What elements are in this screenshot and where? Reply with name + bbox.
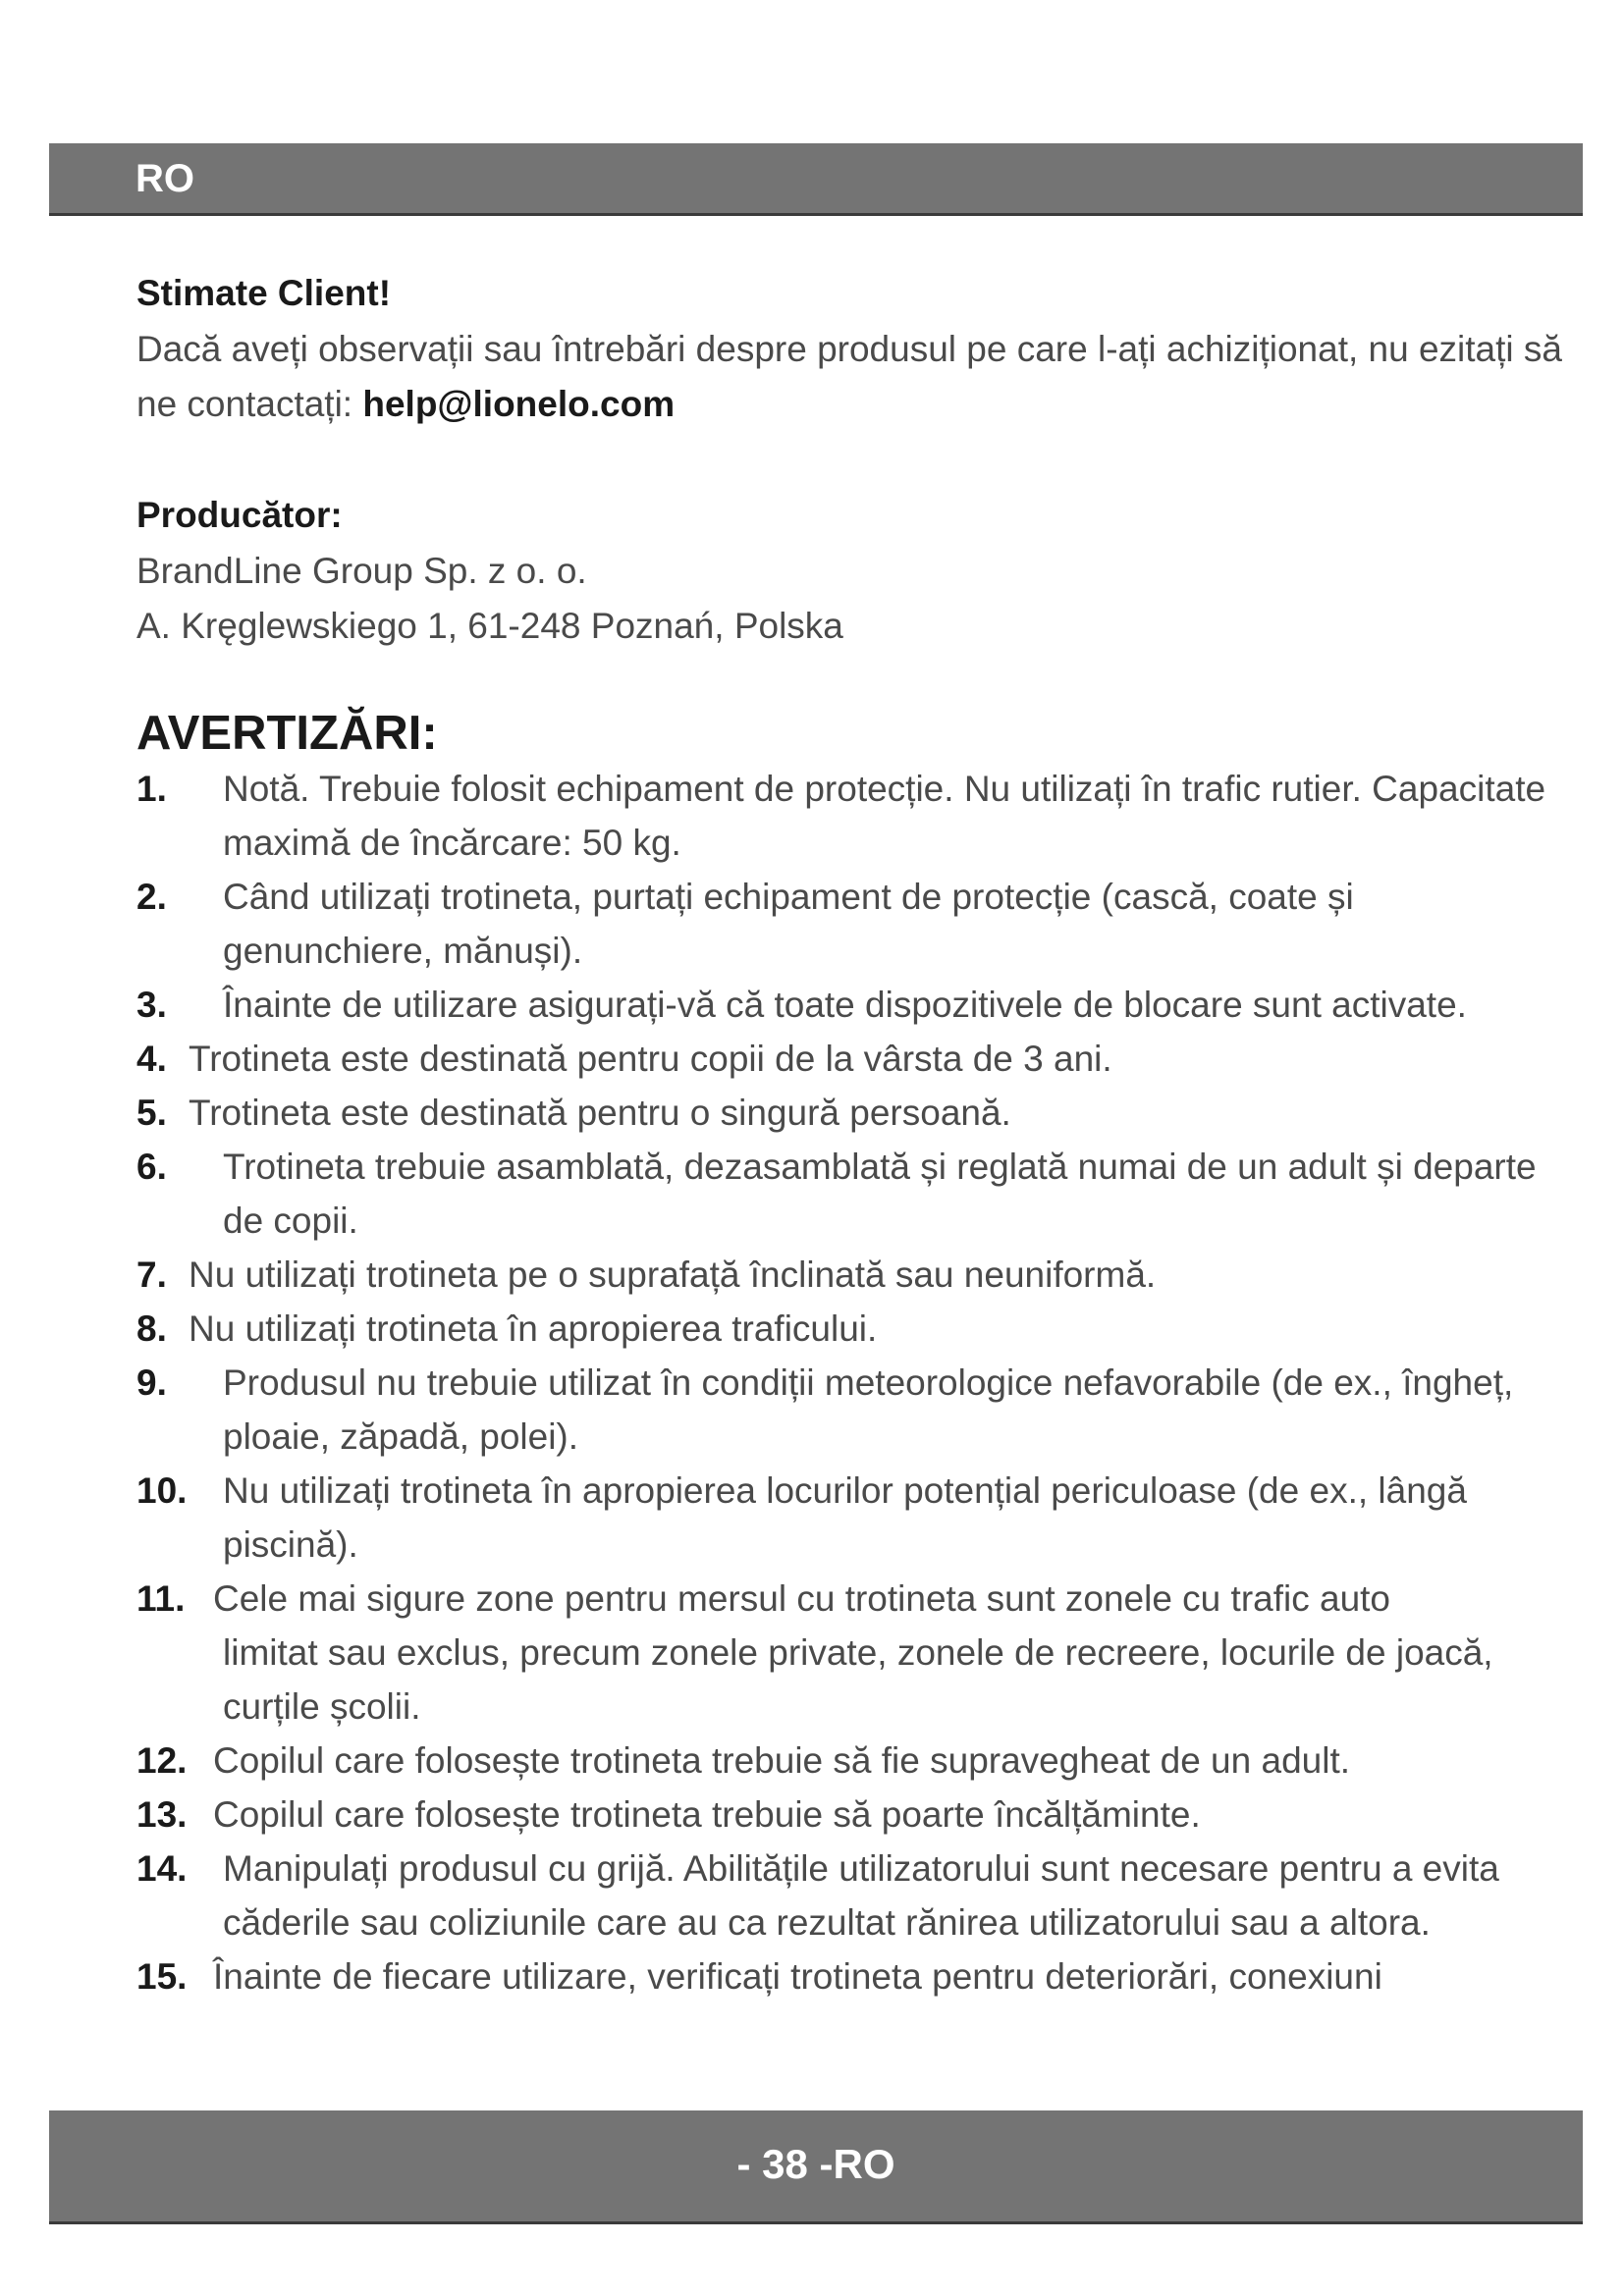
warning-number: 14. (136, 1848, 188, 1889)
warning-item (136, 762, 1570, 870)
warning-text: Notă. Trebuie folosit echipament de protecție. Nu utilizați în trafic rutier. Capacitate maximă de încărcare: 50 kg. (223, 769, 1546, 863)
warning-item (136, 1734, 1570, 1788)
greeting-title: Stimate Client! (136, 273, 392, 313)
warning-number: 4. (136, 1039, 167, 1079)
warning-text: Trotineta trebuie asamblată, dezasamblată și reglată numai de un adult și departe de copii. (223, 1147, 1537, 1241)
warning-number: 12. (136, 1740, 188, 1781)
warning-number: 5. (136, 1093, 167, 1133)
warning-item (136, 1788, 1570, 1842)
warning-number: 9. (136, 1362, 167, 1403)
warning-text: Nu utilizați trotineta pe o suprafață înclinată sau neuniformă. (189, 1255, 1157, 1295)
warning-text: Trotineta este destinată pentru copii de la vârsta de 3 ani. (189, 1039, 1112, 1079)
warning-number: 11. (136, 1578, 186, 1619)
footer-bar (49, 2110, 1583, 2224)
warning-item (136, 1842, 1570, 1949)
warning-item (136, 1032, 1570, 1086)
warning-text-continued: limitat sau exclus, precum zonele private, zonele de recreere, locurile de joacă, curțile școlii. (223, 1632, 1493, 1727)
warning-item (136, 1949, 1570, 2003)
warnings-list (136, 762, 1570, 2003)
warning-text: Copilul care folosește trotineta trebuie să poarte încălțăminte. (213, 1794, 1201, 1835)
language-label: RO (135, 157, 194, 200)
warning-number: 7. (136, 1255, 167, 1295)
header-bar (49, 143, 1583, 216)
warning-item (136, 1464, 1570, 1572)
warning-item (136, 1356, 1570, 1464)
warning-number: 13. (136, 1794, 188, 1835)
warning-number: 8. (136, 1308, 167, 1349)
warning-number: 10. (136, 1470, 188, 1511)
warning-item (136, 1086, 1570, 1140)
warnings-title: AVERTIZĂRI: (136, 707, 438, 760)
greeting-text (136, 322, 1570, 432)
page-content (136, 265, 1570, 2003)
warning-text: Înainte de utilizare asigurați-vă că toate dispozitivele de blocare sunt activate. (223, 985, 1467, 1025)
warning-item (136, 978, 1570, 1032)
warning-item (136, 1248, 1570, 1302)
warning-item (136, 1302, 1570, 1356)
warning-number: 1. (136, 769, 167, 809)
warning-number: 6. (136, 1147, 167, 1187)
warning-text: Cele mai sigure zone pentru mersul cu trotineta sunt zonele cu trafic auto (213, 1578, 1391, 1619)
warning-item (136, 1140, 1570, 1248)
warning-text: Când utilizați trotineta, purtați echipament de protecție (cască, coate și genunchiere, mănuși). (223, 877, 1354, 971)
producer-name: BrandLine Group Sp. z o. o. (136, 551, 587, 591)
producer-address: A. Kręglewskiego 1, 61-248 Poznań, Polska (136, 606, 843, 646)
warning-text: Copilul care folosește trotineta trebuie să fie supravegheat de un adult. (213, 1740, 1351, 1781)
warning-item (136, 1572, 1570, 1734)
contact-email[interactable]: help@lionelo.com (362, 384, 676, 424)
warning-number: 3. (136, 985, 167, 1025)
warning-number: 15. (136, 1956, 188, 1997)
page-number: - 38 -RO (736, 2141, 895, 2187)
warning-text: Manipulați produsul cu grijă. Abilitățile utilizatorului sunt necesare pentru a evita căderile sau coliziunile care au ca rezultat rănirea utilizatorului sau a altora. (223, 1848, 1499, 1943)
warning-text: Nu utilizați trotineta în apropierea traficului. (189, 1308, 878, 1349)
warning-text: Produsul nu trebuie utilizat în condiții meteorologice nefavorabile (de ex., îngheț, ploaie, zăpadă, polei). (223, 1362, 1514, 1457)
warning-item (136, 870, 1570, 978)
warning-number: 2. (136, 877, 167, 917)
greeting-body: Dacă aveți observații sau întrebări despre produsul pe care l-ați achiziționat, nu ezitați să ne contactați: (136, 329, 1562, 424)
warning-text: Nu utilizați trotineta în apropierea locurilor potențial periculoase (de ex., lângă piscină). (223, 1470, 1467, 1565)
warning-text: Trotineta este destinată pentru o singură persoană. (189, 1093, 1011, 1133)
producer-title: Producător: (136, 495, 343, 535)
warning-text: Înainte de fiecare utilizare, verificați trotineta pentru deteriorări, conexiuni (213, 1956, 1382, 1997)
